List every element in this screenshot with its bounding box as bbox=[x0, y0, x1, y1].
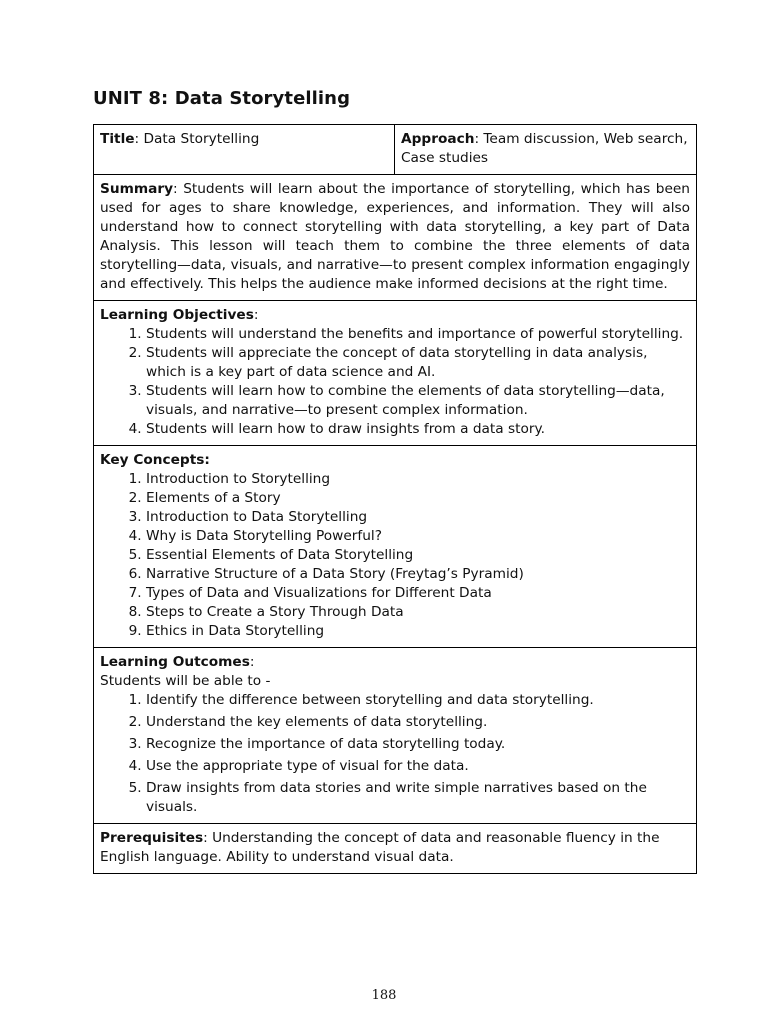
objectives-suffix: : bbox=[253, 307, 259, 323]
list-item: 4. Use the appropriate type of visual for the data. bbox=[146, 757, 690, 776]
outcomes-label: Learning Outcomes bbox=[100, 654, 250, 670]
objectives-list bbox=[100, 325, 690, 439]
list-item: 1. Identify the difference between storytelling and data storytelling. bbox=[146, 691, 690, 710]
approach-value: : Team discussion, Web search, Case studies bbox=[401, 131, 688, 166]
concepts-row bbox=[94, 446, 697, 648]
outcomes-list bbox=[100, 691, 690, 817]
list-item: 6. Narrative Structure of a Data Story (Freytag’s Pyramid) bbox=[146, 565, 690, 584]
title-label: Title bbox=[100, 131, 135, 147]
unit-overview-table bbox=[93, 124, 697, 874]
prerequisites-row bbox=[94, 824, 697, 874]
objectives-cell bbox=[94, 301, 697, 446]
list-item: 4. Why is Data Storytelling Powerful? bbox=[146, 527, 690, 546]
title-value: : Data Storytelling bbox=[134, 131, 260, 147]
list-item: 1. Students will understand the benefits and importance of powerful storytelling. bbox=[146, 325, 690, 344]
list-item: 2. Elements of a Story bbox=[146, 489, 690, 508]
prerequisites-cell bbox=[94, 824, 697, 874]
list-item: 4. Students will learn how to draw insights from a data story. bbox=[146, 420, 690, 439]
outcomes-heading bbox=[100, 653, 690, 672]
prerequisites-text: : Understanding the concept of data and reasonable fluency in the English language. Ability to understand visual data. bbox=[100, 830, 660, 865]
summary-text: : Students will learn about the importance of storytelling, which has been used for ages to share knowledge, experiences, and information. They will also understand how to connect storytelling with data storytelling, a key part of Data Analysis. This lesson will teach them to combine the three elements of data storytelling—data, visuals, and narrative—to present complex information engagingly and effectively. This helps the audience make informed decisions at the right time. bbox=[100, 181, 690, 292]
unit-title: UNIT 8: Data Storytelling bbox=[93, 88, 351, 109]
list-item: 5. Draw insights from data stories and write simple narratives based on the visuals. bbox=[146, 779, 690, 817]
approach-cell bbox=[395, 125, 697, 175]
list-item: 7. Types of Data and Visualizations for Different Data bbox=[146, 584, 690, 603]
title-approach-row bbox=[94, 125, 697, 175]
objectives-heading bbox=[100, 306, 690, 325]
list-item: 9. Ethics in Data Storytelling bbox=[146, 622, 690, 641]
list-item: 2. Understand the key elements of data storytelling. bbox=[146, 713, 690, 732]
list-item: 3. Introduction to Data Storytelling bbox=[146, 508, 690, 527]
approach-label: Approach bbox=[401, 131, 475, 147]
list-item: 5. Essential Elements of Data Storytelling bbox=[146, 546, 690, 565]
outcomes-cell bbox=[94, 648, 697, 824]
list-item: 3. Recognize the importance of data storytelling today. bbox=[146, 735, 690, 754]
summary-row bbox=[94, 175, 697, 301]
concepts-cell bbox=[94, 446, 697, 648]
concepts-label: Key Concepts: bbox=[100, 452, 210, 468]
prerequisites-label: Prerequisites bbox=[100, 830, 204, 846]
list-item: 1. Introduction to Storytelling bbox=[146, 470, 690, 489]
summary-cell bbox=[94, 175, 697, 301]
page-number: 188 bbox=[371, 988, 397, 1003]
outcomes-intro: Students will be able to - bbox=[100, 673, 271, 689]
list-item: 2. Students will appreciate the concept of data storytelling in data analysis, which is a key part of data science and AI. bbox=[146, 344, 690, 382]
concepts-list bbox=[100, 470, 690, 641]
summary-label: Summary bbox=[100, 181, 174, 197]
list-item: 8. Steps to Create a Story Through Data bbox=[146, 603, 690, 622]
objectives-label: Learning Objectives bbox=[100, 307, 254, 323]
objectives-row bbox=[94, 301, 697, 446]
list-item: 3. Students will learn how to combine the elements of data storytelling—data, visuals, and narrative—to present complex information. bbox=[146, 382, 690, 420]
outcomes-suffix: : bbox=[249, 654, 255, 670]
title-cell bbox=[94, 125, 395, 175]
outcomes-row bbox=[94, 648, 697, 824]
